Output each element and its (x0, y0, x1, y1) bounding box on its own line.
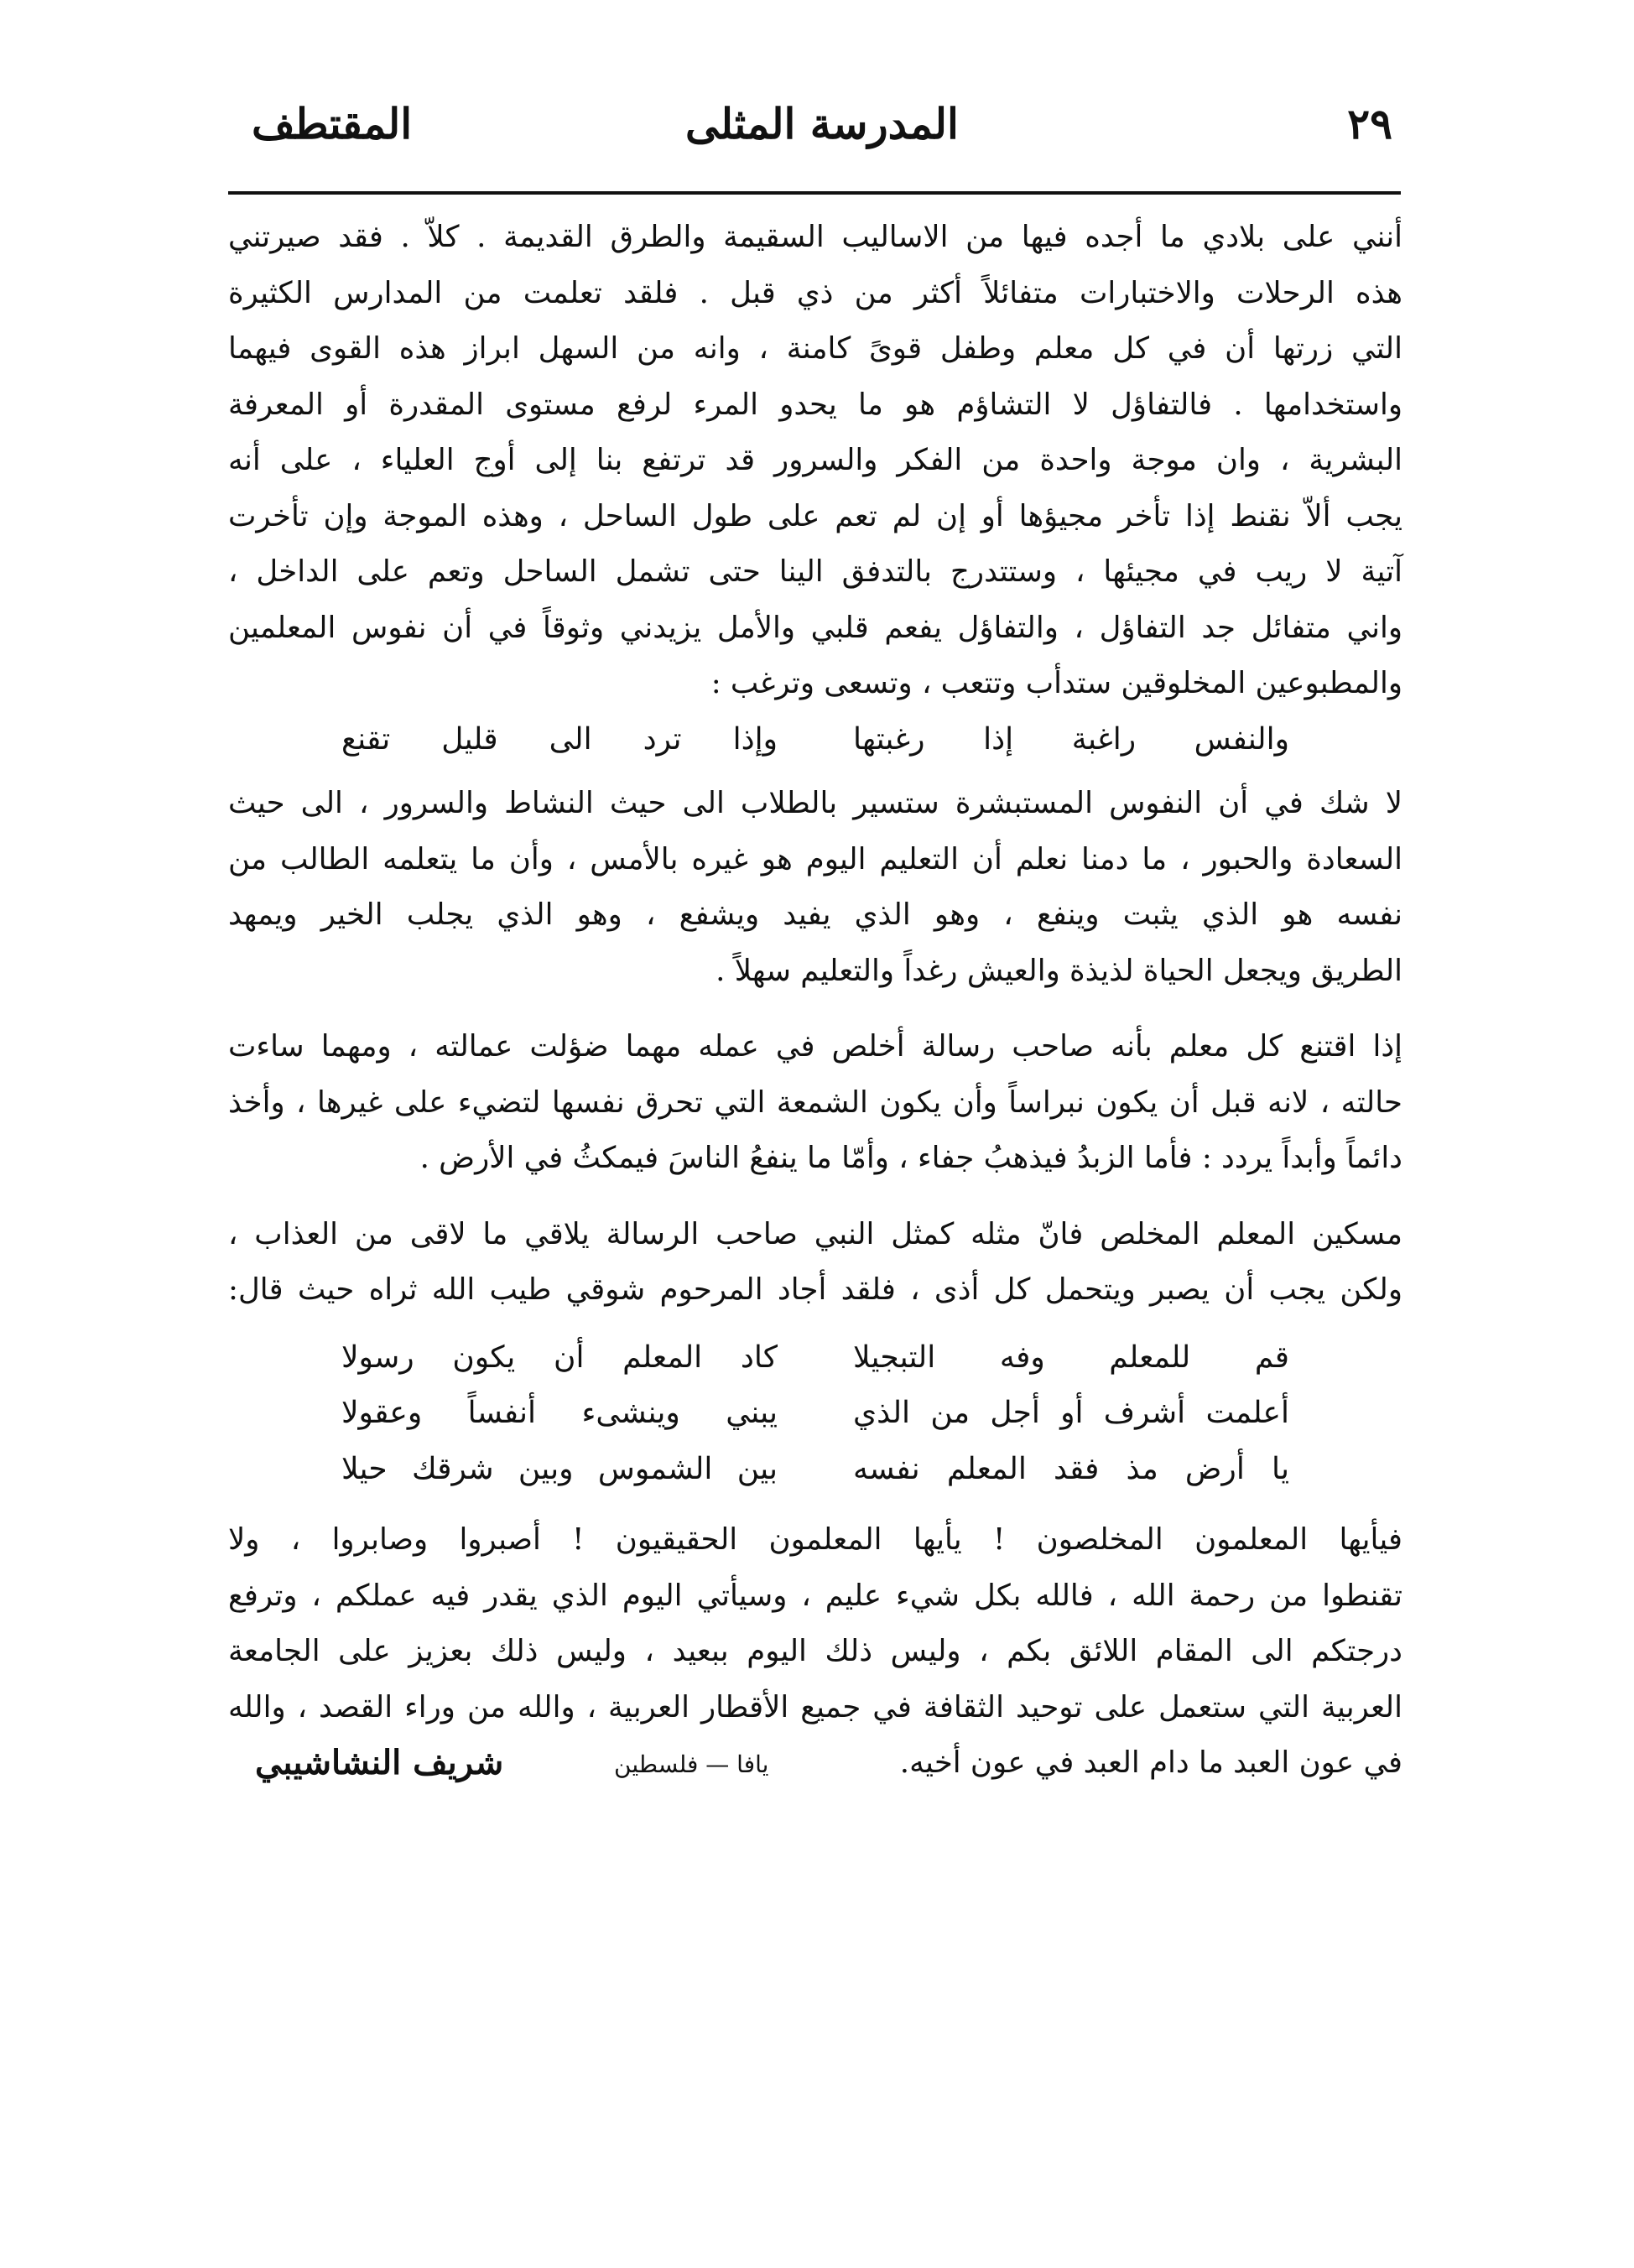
text-line: أنني على بلادي ما أجده فيها من الاساليب السقيمة والطرق القديمة . كلاّ . فقد صيرتني (228, 220, 1402, 254)
verse-second-hemistich: كاد المعلم أن يكون رسولا (341, 1339, 778, 1375)
verse-first-hemistich: أعلمت أشرف أو أجل من الذي (853, 1396, 1289, 1430)
text-line: إذا اقتنع كل معلم بأنه صاحب رسالة أخلص في عمله مهما ضؤلت عمالته ، ومهما ساءت (228, 1029, 1402, 1064)
text-line: هذه الرحلات والاختبارات متفائلاً أكثر من ذي قبل . فلقد تعلمت من المدارس الكثيرة (228, 275, 1402, 310)
text-line: درجتكم الى المقام اللائق بكم ، وليس ذلك اليوم ببعيد ، وليس ذلك بعزيز على الجامعة (228, 1634, 1402, 1668)
signature-row (228, 1735, 1402, 1794)
verse-line (228, 712, 1402, 768)
text-line: البشرية ، وان موجة واحدة من الفكر والسرور قد ترتفع بنا إلى أوج العلياء ، على أنه (228, 443, 1402, 477)
text-line: دائماً وأبداً يردد : فأما الزبدُ فيذهبُ جفاء ، وأمّا ما ينفعُ الناسَ فيمكثُ في الأرض . (419, 1141, 1402, 1175)
article-body (228, 210, 1402, 1794)
journal-name: المقتطف (252, 99, 413, 148)
verse-line (228, 1386, 1402, 1442)
text-line: والمطبوعين المخلوقين ستدأب وتتعب ، وتسعى وترغب : (710, 666, 1402, 700)
text-line: حالته ، لانه قبل أن يكون نبراساً وأن يكون الشمعة التي تحرق نفسها لتضيء على غيرها ، وأخذ (228, 1085, 1402, 1120)
text-line: الطريق ويجعل الحياة لذيذة والعيش رغداً والتعليم سهلاً . (716, 953, 1402, 988)
page-number: ٢٩ (1347, 99, 1392, 148)
text-line: تقنطوا من رحمة الله ، فالله بكل شيء عليم ، وسيأتي اليوم الذي يقدر فيه عملكم ، وترفع (228, 1578, 1402, 1613)
header-rule (228, 191, 1401, 195)
text-line: لا شك في أن النفوس المستبشرة ستسير بالطلاب الى حيث النشاط والسرور ، الى حيث (228, 786, 1402, 820)
text-line: يجب ألاّ نقنط إذا تأخر مجيؤها أو إن لم تعم على طول الساحل ، وهذه الموجة وإن تأخرت (228, 498, 1402, 533)
running-title: المدرسة المثلى (685, 99, 959, 148)
verse-first-hemistich: قم للمعلم وفه التبجيلا (853, 1339, 1289, 1375)
verse-line (228, 1442, 1402, 1498)
verse-second-hemistich: يبني وينشىء أنفساً وعقولا (341, 1396, 778, 1430)
verse-line (228, 1330, 1402, 1386)
page-header (252, 99, 1392, 166)
author-name: شريف النشاشيبي (255, 1743, 504, 1782)
text-line: نفسه هو الذي يثبت وينفع ، وهو الذي يفيد ويشفع ، وهو الذي يجلب الخير ويمهد (228, 897, 1402, 932)
verse-second-hemistich: بين الشموس وبين شرقك حيلا (341, 1451, 778, 1486)
closing-line: في عون العبد ما دام العبد في عون أخيه. (899, 1745, 1402, 1780)
text-line: واني متفائل جد التفاؤل ، والتفاؤل يفعم قلبي والأمل يزيدني وثوقاً في أن نفوس المعلمين (228, 610, 1402, 645)
poem (228, 1330, 1402, 1498)
text-line: فيأيها المعلمون المخلصون ! يأيها المعلمون الحقيقيون ! أصبروا وصابروا ، ولا (228, 1522, 1402, 1557)
paragraph-5 (228, 1512, 1402, 1735)
text-line: السعادة والحبور ، ما دمنا نعلم أن التعليم اليوم هو غيره بالأمس ، وأن ما يتعلمه الطالب من (228, 841, 1402, 877)
text-line: ولكن يجب أن يصبر ويتحمل كل أذى ، فلقد أجاد المرحوم شوقي طيب الله ثراه حيث قال: (228, 1272, 1402, 1307)
paragraph-1 (228, 210, 1402, 712)
text-line: آتية لا ريب في مجيئها ، وستتدرج بالتدفق الينا حتى تشمل الساحل وتعم على الداخل ، (228, 554, 1402, 589)
paragraph-4 (228, 1207, 1402, 1319)
paragraph-3 (228, 1019, 1402, 1187)
verse-first-hemistich: والنفس راغبة إذا رغبتها (853, 721, 1289, 757)
text-line: واستخدامها . فالتفاؤل لا التشاؤم هو ما يحدو المرء لرفع مستوى المقدرة أو المعرفة (228, 387, 1402, 422)
paragraph-2 (228, 776, 1402, 999)
verse-first-hemistich: يا أرض مذ فقد المعلم نفسه (853, 1451, 1289, 1486)
text-line: مسكين المعلم المخلص فانّ مثله كمثل النبي صاحب الرسالة يلاقي ما لاقى من العذاب ، (228, 1216, 1402, 1251)
author-location: يافا — فلسطين (614, 1750, 769, 1778)
verse-second-hemistich: وإذا ترد الى قليل تقنع (341, 721, 778, 757)
text-line: التي زرتها أن في كل معلم وطفل قوىً كامنة ، وانه من السهل ابراز هذه القوى فيهما (228, 331, 1402, 366)
text-line: العربية التي ستعمل على توحيد الثقافة في جميع الأقطار العربية ، والله من وراء القصد ، والله (228, 1689, 1402, 1724)
